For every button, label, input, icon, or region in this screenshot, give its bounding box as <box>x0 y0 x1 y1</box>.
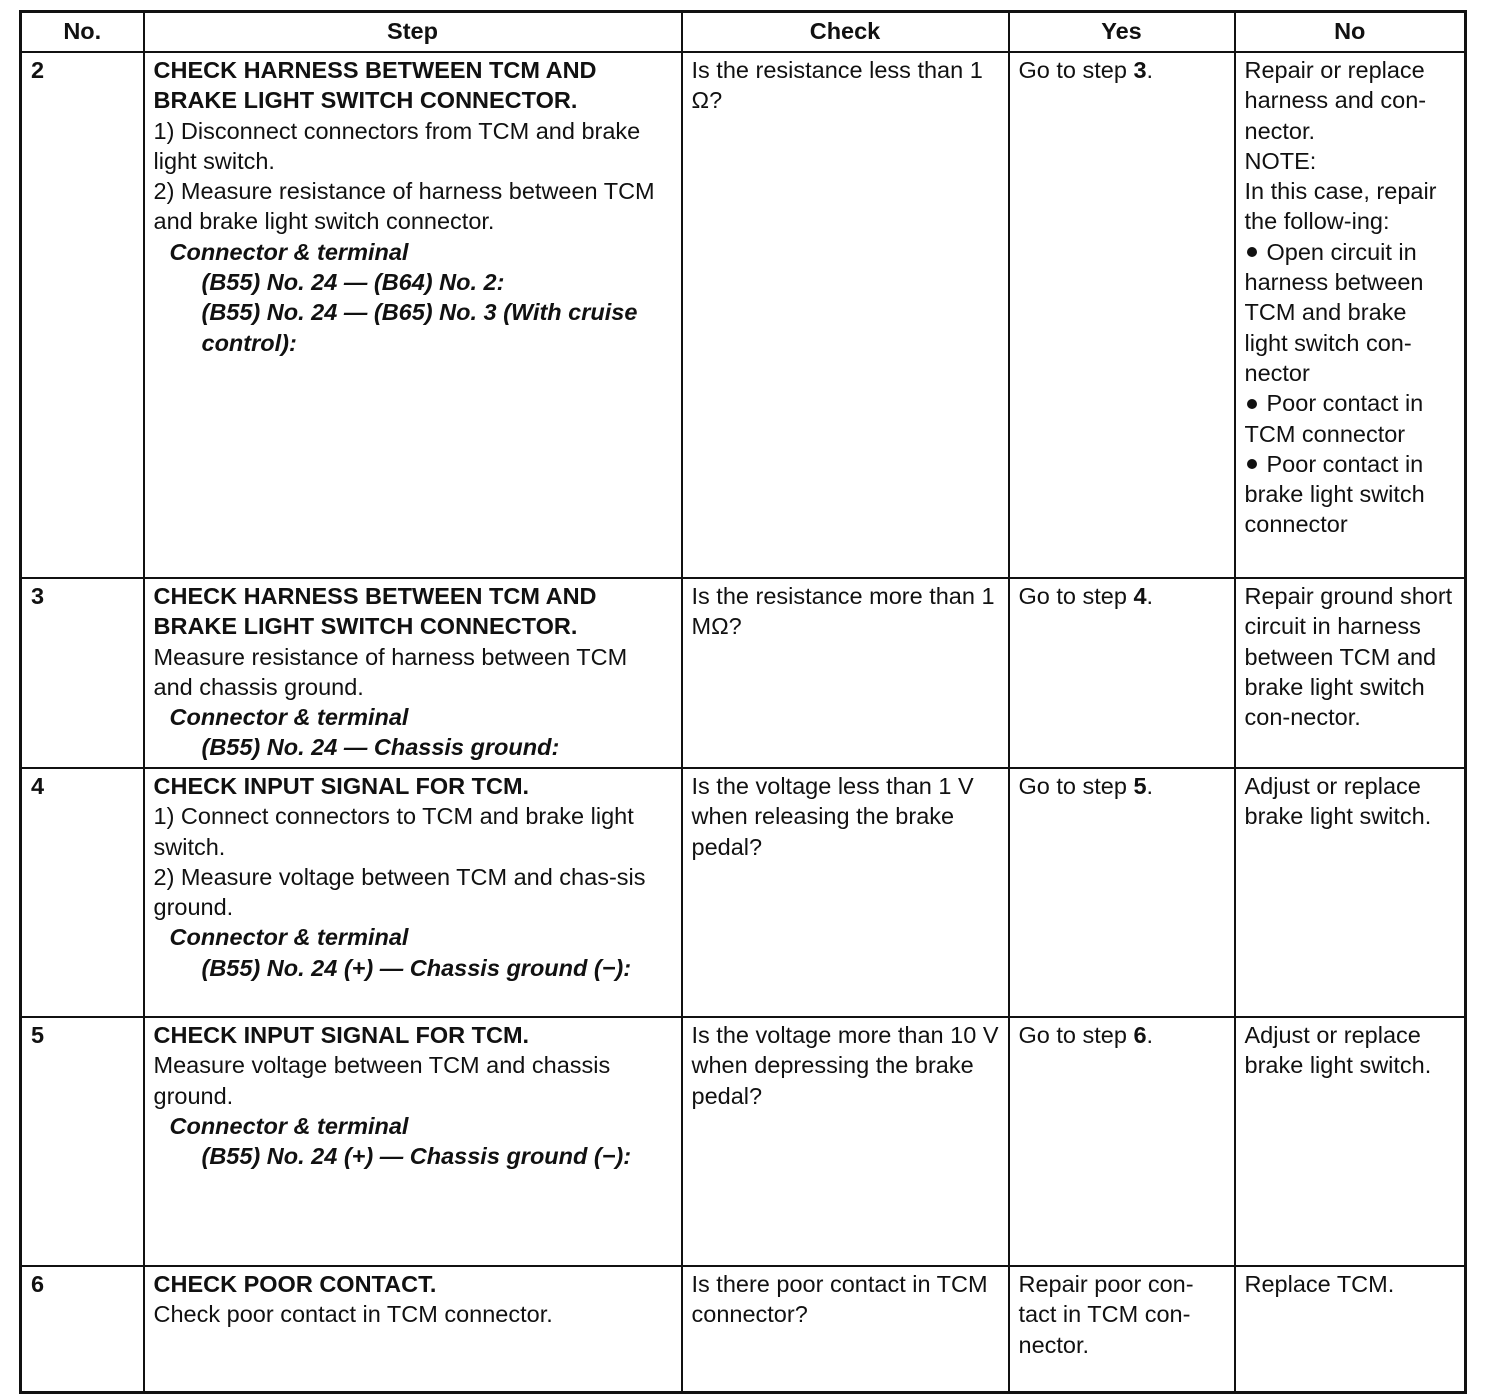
step-line: 2) Measure voltage between TCM and chas-sis ground. <box>153 863 646 921</box>
yes-suffix: . <box>1146 1022 1154 1048</box>
yes-cell <box>1009 1017 1235 1266</box>
yes-prefix: Go to step <box>1018 1022 1134 1048</box>
terminal-line: (B55) No. 24 (+) — Chassis ground (−): <box>201 1143 632 1170</box>
diagnostic-table <box>19 10 1467 1394</box>
step-title: CHECK HARNESS BETWEEN TCM AND BRAKE LIGHT SWITCH CONNECTOR. <box>153 57 597 114</box>
step-title: CHECK HARNESS BETWEEN TCM AND BRAKE LIGHT SWITCH CONNECTOR. <box>153 583 597 640</box>
bullet-text: Poor contact in brake light switch connector <box>1244 450 1425 538</box>
step-cell <box>144 578 682 768</box>
step-title: CHECK POOR CONTACT. <box>153 1271 437 1297</box>
no-line: Adjust or replace brake light switch. <box>1244 1022 1432 1079</box>
step-cell <box>144 1266 682 1393</box>
terminal-line: (B55) No. 24 — Chassis ground: <box>201 734 560 761</box>
check-cell: Is the resistance less than 1 Ω? <box>682 52 1009 578</box>
header-check: Check <box>682 12 1009 53</box>
no-cell <box>1235 1017 1466 1266</box>
header-yes: Yes <box>1009 12 1235 53</box>
step-number: 5 <box>21 1017 144 1266</box>
bullet-icon <box>1247 459 1257 469</box>
connector-label: Connector & terminal <box>169 1112 409 1139</box>
connector-label: Connector & terminal <box>169 704 409 731</box>
step-cell <box>144 52 682 578</box>
table-row <box>21 1017 1466 1266</box>
table-row <box>21 578 1466 768</box>
terminal-line: (B55) No. 24 (+) — Chassis ground (−): <box>201 954 632 981</box>
no-line: Replace TCM. <box>1244 1271 1395 1297</box>
terminal-line: (B55) No. 24 — (B65) No. 3 (With cruise control): <box>201 299 638 356</box>
step-title: CHECK INPUT SIGNAL FOR TCM. <box>153 773 530 799</box>
header-no-result: No <box>1235 12 1466 53</box>
no-cell <box>1235 768 1466 1017</box>
yes-cell <box>1009 768 1235 1017</box>
header-no: No. <box>21 12 144 53</box>
step-line: 2) Measure resistance of harness between TCM and brake light switch connector. <box>153 178 655 235</box>
step-line: 1) Connect connectors to TCM and brake light switch. <box>153 803 634 860</box>
step-line: Check poor contact in TCM connector. <box>153 1301 553 1328</box>
table-row <box>21 768 1466 1017</box>
yes-step-number: 4 <box>1133 583 1147 609</box>
bullet-icon <box>1247 247 1257 257</box>
no-line: Repair or replace harness and con-nector. <box>1244 57 1427 144</box>
check-cell: Is there poor contact in TCM connector? <box>682 1266 1009 1393</box>
connector-label: Connector & terminal <box>169 238 409 265</box>
step-number: 6 <box>21 1266 144 1393</box>
bullet-text: Open circuit in harness between TCM and brake light switch con-nector <box>1244 238 1424 386</box>
yes-suffix: . <box>1146 57 1154 83</box>
bullet-icon <box>1247 399 1257 409</box>
step-cell <box>144 1017 682 1266</box>
table-row <box>21 52 1466 578</box>
check-cell: Is the voltage less than 1 V when releasing the brake pedal? <box>682 768 1009 1017</box>
no-line: Repair ground short circuit in harness between TCM and brake light switch con-nector. <box>1244 583 1453 731</box>
step-line: Measure voltage between TCM and chassis ground. <box>153 1052 611 1109</box>
connector-label: Connector & terminal <box>169 924 409 951</box>
yes-prefix: Go to step <box>1018 773 1134 799</box>
no-bullet-item <box>1245 449 1457 540</box>
step-number: 3 <box>21 578 144 768</box>
yes-prefix: Go to step <box>1018 583 1134 609</box>
yes-suffix: . <box>1146 583 1154 609</box>
step-cell <box>144 768 682 1017</box>
no-bullet-item <box>1245 388 1457 449</box>
check-cell: Is the voltage more than 10 V when depressing the brake pedal? <box>682 1017 1009 1266</box>
yes-step-number: 3 <box>1133 57 1147 83</box>
terminal-line: (B55) No. 24 — (B64) No. 2: <box>201 269 505 296</box>
no-line: Adjust or replace brake light switch. <box>1244 773 1432 830</box>
yes-cell: Repair poor con-tact in TCM con-nector. <box>1009 1266 1235 1393</box>
header-row <box>21 12 1466 53</box>
yes-suffix: . <box>1146 773 1154 799</box>
no-bullet-item <box>1245 237 1457 388</box>
no-line: In this case, repair the follow-ing: <box>1244 178 1437 235</box>
step-number: 4 <box>21 768 144 1017</box>
header-step: Step <box>144 12 682 53</box>
step-title: CHECK INPUT SIGNAL FOR TCM. <box>153 1022 530 1048</box>
no-cell <box>1235 1266 1466 1393</box>
step-line: Measure resistance of harness between TCM and chassis ground. <box>153 643 628 700</box>
bullet-text: Poor contact in TCM connector <box>1244 390 1424 447</box>
table-row <box>21 1266 1466 1393</box>
step-line: 1) Disconnect connectors from TCM and brake light switch. <box>153 117 641 174</box>
no-line: NOTE: <box>1244 147 1317 174</box>
no-cell <box>1235 578 1466 768</box>
yes-cell <box>1009 578 1235 768</box>
step-number: 2 <box>21 52 144 578</box>
yes-prefix: Go to step <box>1018 57 1134 83</box>
no-cell <box>1235 52 1466 578</box>
yes-cell <box>1009 52 1235 578</box>
yes-step-number: 5 <box>1133 773 1147 799</box>
yes-step-number: 6 <box>1133 1022 1147 1048</box>
check-cell: Is the resistance more than 1 MΩ? <box>682 578 1009 768</box>
